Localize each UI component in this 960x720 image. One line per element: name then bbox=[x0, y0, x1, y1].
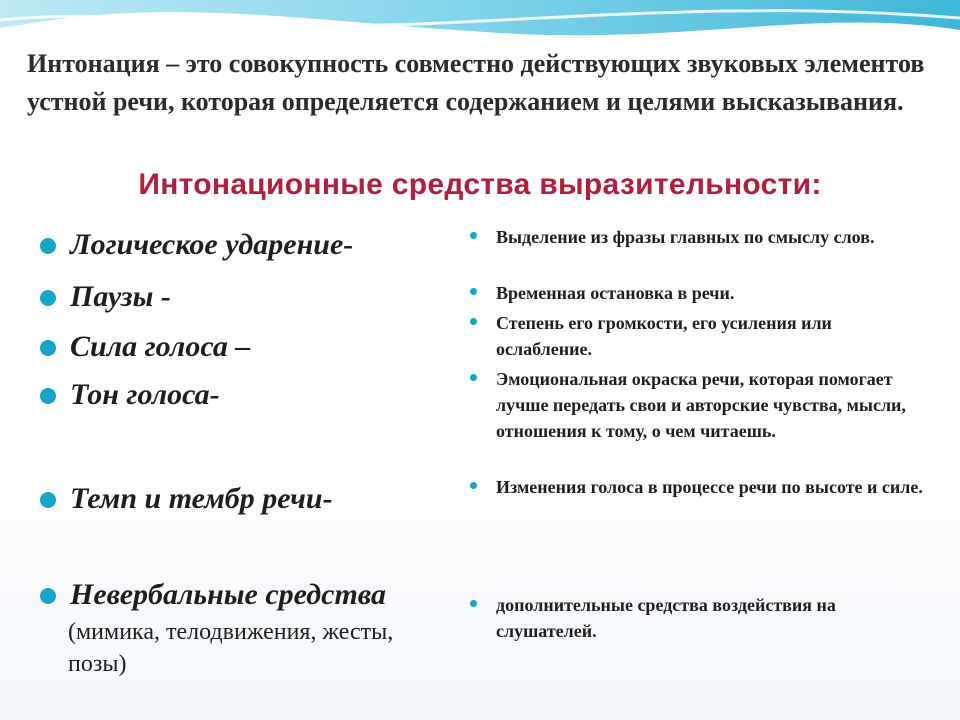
term-nonverbal-note: (мимика, телодвижения, жесты, позы) bbox=[68, 619, 394, 677]
bullet-icon bbox=[40, 340, 56, 356]
term-pauses bbox=[40, 280, 171, 314]
definition-text: Интонация – это совокупность совместно действующих звуковых элементов устной речи, которая определяется содержанием и целями высказывания. bbox=[27, 49, 925, 116]
description-text: Эмоциональная окраска речи, которая помогает лучше передать свои и авторские чувства, мысли, отношения к тому, о чем читаешь. bbox=[496, 369, 906, 441]
description-text: дополнительные средства воздействия на слушателей. bbox=[496, 595, 836, 641]
bullet-icon bbox=[470, 232, 477, 239]
description-text: Выделение из фразы главных по смыслу слов. bbox=[496, 227, 875, 247]
description-item bbox=[470, 474, 930, 500]
description-item bbox=[470, 366, 930, 444]
description-item bbox=[470, 224, 930, 250]
description-text: Изменения голоса в процессе речи по высоте и силе. bbox=[496, 477, 923, 497]
bullet-icon bbox=[470, 600, 477, 607]
bullet-icon bbox=[470, 318, 477, 325]
term-label: Паузы - bbox=[70, 280, 171, 313]
term-voice-tone bbox=[40, 378, 220, 412]
bullet-icon bbox=[40, 238, 56, 254]
bullet-icon bbox=[40, 588, 56, 604]
description-item bbox=[470, 592, 930, 644]
term-label: Сила голоса – bbox=[70, 330, 251, 363]
term-label: Невербальные средства bbox=[70, 578, 386, 611]
bullet-icon bbox=[40, 492, 56, 508]
description-text: Степень его громкости, его усиления или ослабление. bbox=[496, 313, 832, 359]
bullet-icon bbox=[40, 388, 56, 404]
bullet-icon bbox=[470, 374, 477, 381]
term-label: Логическое ударение- bbox=[70, 228, 354, 261]
term-logical-stress bbox=[40, 228, 353, 262]
description-item bbox=[470, 280, 930, 306]
bullet-icon bbox=[40, 290, 56, 306]
term-label: Темп и тембр речи- bbox=[70, 482, 333, 515]
term-nonverbal bbox=[40, 578, 386, 612]
bullet-icon bbox=[470, 288, 477, 295]
section-subtitle: Интонационные средства выразительности: bbox=[138, 168, 822, 201]
term-tempo-timbre bbox=[40, 482, 333, 516]
description-text: Временная остановка в речи. bbox=[496, 283, 735, 303]
description-item bbox=[470, 310, 930, 362]
bullet-icon bbox=[470, 482, 477, 489]
term-label: Тон голоса- bbox=[70, 378, 220, 411]
term-voice-strength bbox=[40, 330, 250, 364]
